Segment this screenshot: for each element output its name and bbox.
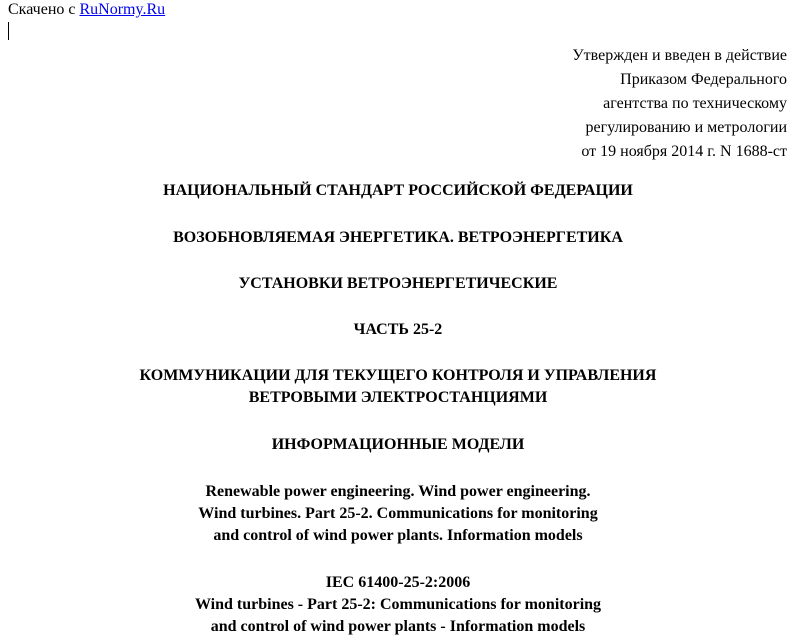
communications-title-line: ВЕТРОВЫМИ ЭЛЕКТРОСТАНЦИЯМИ bbox=[248, 389, 548, 406]
approval-line: Приказом Федерального bbox=[620, 71, 787, 88]
iec-title-line: Wind turbines - Part 25-2: Communications for monitoring bbox=[194, 596, 602, 613]
information-models-title: ИНФОРМАЦИОННЫЕ МОДЕЛИ bbox=[271, 436, 525, 453]
english-title bbox=[0, 481, 790, 547]
communications-title-line: КОММУНИКАЦИИ ДЛЯ ТЕКУЩЕГО КОНТРОЛЯ И УПРАВЛЕНИЯ bbox=[139, 367, 657, 384]
source-line bbox=[8, 0, 165, 20]
renewable-energy-title: ВОЗОБНОВЛЯЕМАЯ ЭНЕРГЕТИКА. ВЕТРОЭНЕРГЕТИКА bbox=[173, 229, 623, 246]
english-title-line: Renewable power engineering. Wind power engineering. bbox=[205, 483, 591, 500]
approval-line: от 19 ноября 2014 г. N 1688-ст bbox=[581, 143, 787, 160]
communications-title bbox=[0, 365, 790, 409]
english-title-line: and control of wind power plants. Information models bbox=[213, 527, 583, 544]
iec-code: IEC 61400-25-2:2006 bbox=[325, 574, 471, 591]
installations-title: УСТАНОВКИ ВЕТРОЭНЕРГЕТИЧЕСКИЕ bbox=[238, 275, 558, 292]
part-number-title: ЧАСТЬ 25-2 bbox=[353, 321, 443, 338]
text-cursor bbox=[8, 22, 9, 40]
approval-block bbox=[387, 44, 787, 164]
source-prefix: Скачено с bbox=[8, 1, 76, 18]
approval-line: агентства по техническому bbox=[603, 95, 787, 112]
iec-title-line: and control of wind power plants - Information models bbox=[210, 618, 586, 635]
approval-line: регулированию и метрологии bbox=[585, 119, 787, 136]
source-link[interactable]: RuNormy.Ru bbox=[79, 1, 166, 18]
national-standard-title: НАЦИОНАЛЬНЫЙ СТАНДАРТ РОССИЙСКОЙ ФЕДЕРАЦИИ bbox=[163, 182, 633, 199]
english-title-line: Wind turbines. Part 25-2. Communications for monitoring bbox=[198, 505, 598, 522]
iec-reference bbox=[0, 572, 790, 638]
approval-line: Утвержден и введен в действие bbox=[572, 47, 787, 64]
